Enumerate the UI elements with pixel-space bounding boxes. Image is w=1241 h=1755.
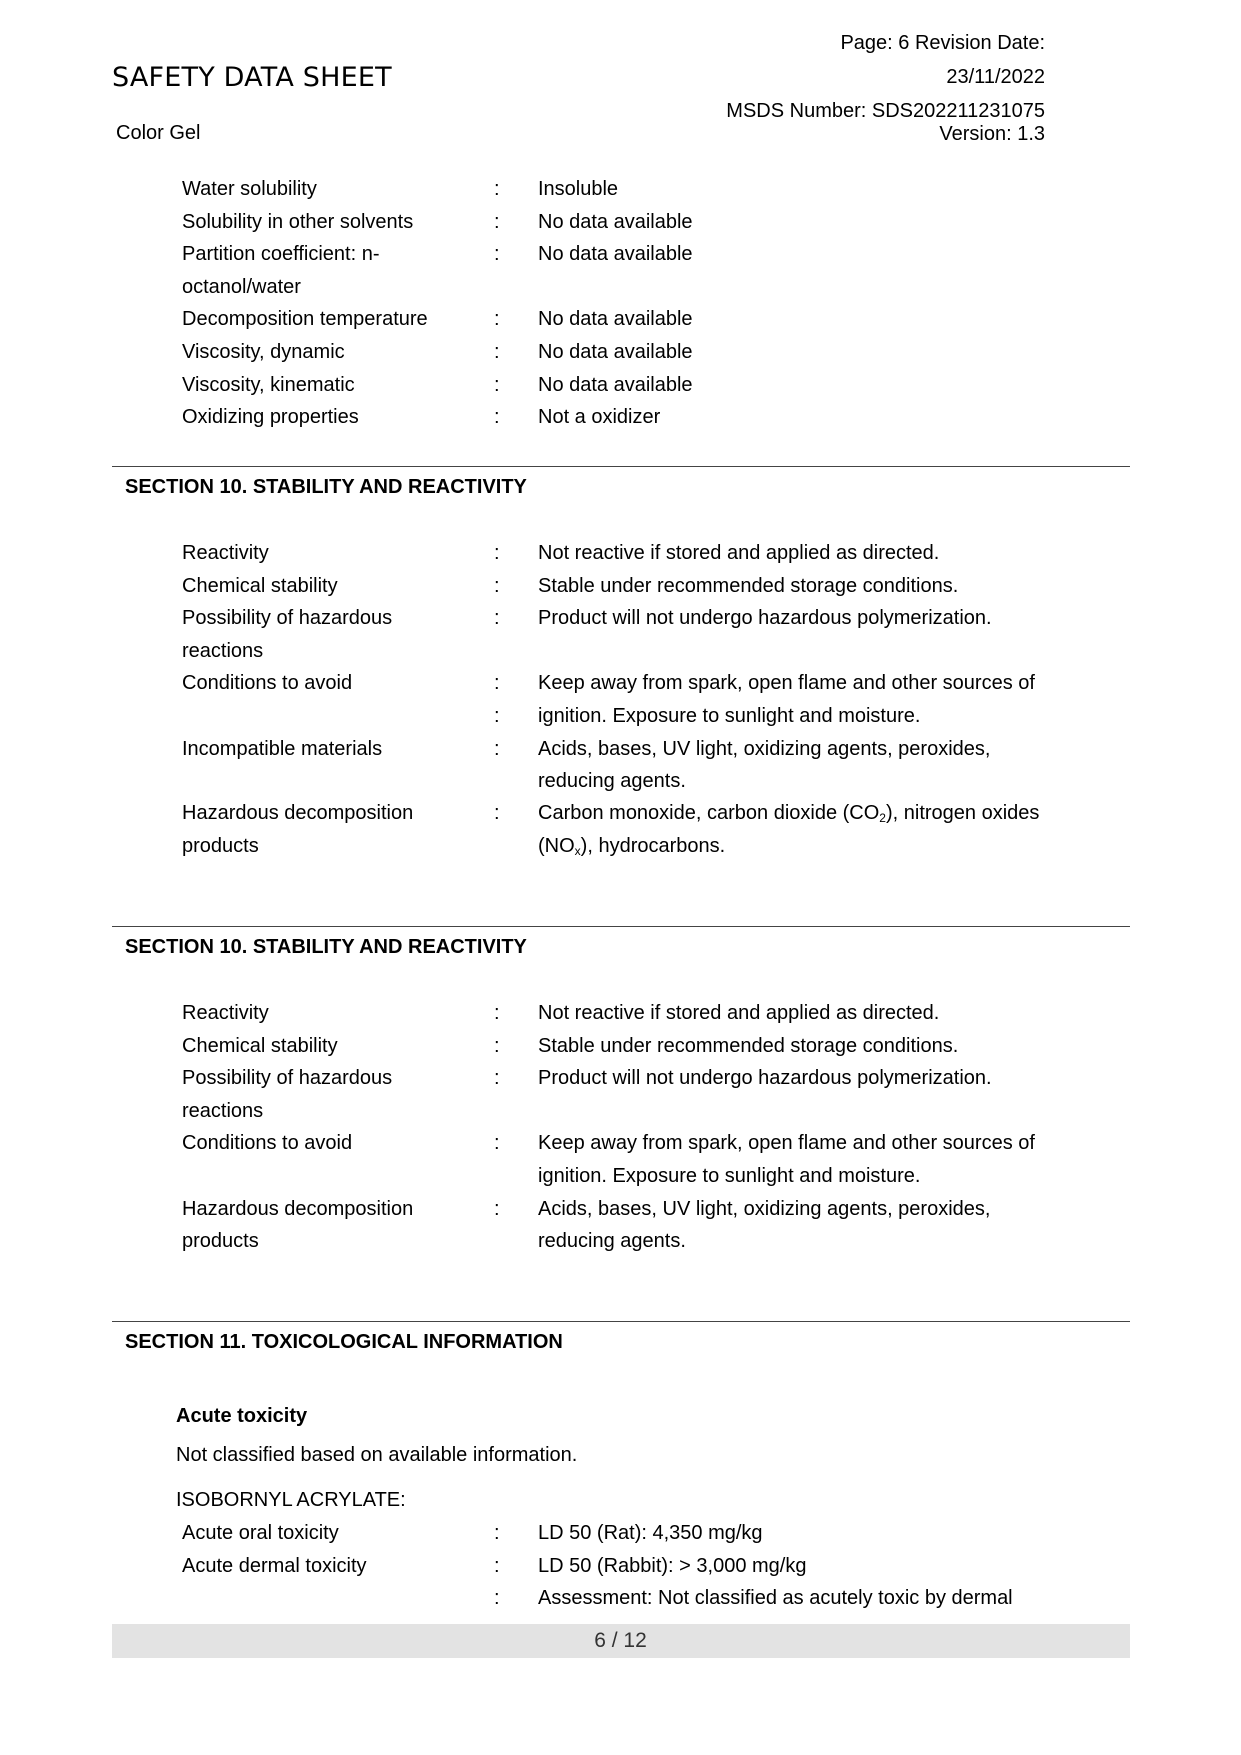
row-label: Incompatible materials bbox=[182, 737, 383, 760]
row-colon: : bbox=[494, 373, 500, 396]
section-10-title: SECTION 10. STABILITY AND REACTIVITY bbox=[125, 936, 527, 958]
row-label: reactions bbox=[182, 1099, 264, 1122]
row-value: Stable under recommended storage conditions. bbox=[538, 574, 959, 597]
row-label: Hazardous decomposition bbox=[182, 1197, 414, 1220]
row-label: Acute oral toxicity bbox=[182, 1522, 339, 1544]
row-value: Assessment: Not classified as acutely toxic by dermal bbox=[538, 1587, 1013, 1610]
row-value: Product will not undergo hazardous polymerization. bbox=[538, 607, 992, 630]
section-10-title: SECTION 10. STABILITY AND REACTIVITY bbox=[125, 476, 527, 498]
row-label: Reactivity bbox=[182, 542, 269, 564]
msds-number: MSDS Number: SDS202211231075 bbox=[726, 100, 1045, 122]
row-value: Product will not undergo hazardous polymerization. bbox=[538, 1067, 992, 1090]
row-label: Decomposition temperature bbox=[182, 308, 428, 331]
row-value: ignition. Exposure to sunlight and moisture. bbox=[538, 704, 921, 727]
row-colon: : bbox=[494, 607, 500, 630]
row-colon: : bbox=[494, 1132, 500, 1155]
row-colon: : bbox=[494, 737, 500, 760]
page-indicator: 6 / 12 bbox=[594, 1629, 647, 1652]
row-label: Acute dermal toxicity bbox=[182, 1554, 367, 1577]
version: Version: 1.3 bbox=[939, 123, 1045, 145]
row-label: Oxidizing properties bbox=[182, 406, 359, 429]
row-value: LD 50 (Rat): 4,350 mg/kg bbox=[538, 1522, 763, 1544]
row-colon: : bbox=[494, 406, 500, 429]
section-divider bbox=[112, 1321, 1130, 1322]
row-value: Acids, bases, UV light, oxidizing agents, peroxides, bbox=[538, 737, 991, 760]
acute-toxicity-heading: Acute toxicity bbox=[176, 1405, 308, 1427]
revision-date: 23/11/2022 bbox=[946, 66, 1045, 88]
row-value: $(NO_x)$, hydrocarbons. bbox=[538, 834, 726, 858]
row-colon: : bbox=[494, 574, 500, 597]
row-value: No data available bbox=[538, 308, 693, 331]
row-value: Not reactive if stored and applied as directed. bbox=[538, 1002, 940, 1024]
row-colon: : bbox=[494, 1002, 500, 1024]
row-value: Acids, bases, UV light, oxidizing agents, peroxides, bbox=[538, 1197, 991, 1220]
row-value: No data available bbox=[538, 341, 693, 363]
row-value: LD 50 (Rabbit): > 3,000 mg/kg bbox=[538, 1554, 807, 1577]
row-colon: : bbox=[494, 178, 500, 200]
row-label: Viscosity, kinematic bbox=[182, 373, 355, 396]
row-colon: : bbox=[494, 802, 500, 824]
row-colon: : bbox=[494, 1034, 500, 1057]
row-label: Hazardous decomposition bbox=[182, 802, 414, 824]
row-colon: : bbox=[494, 542, 500, 564]
row-value: Not a oxidizer bbox=[538, 406, 661, 429]
row-colon: : bbox=[494, 1197, 500, 1220]
row-value: Keep away from spark, open flame and other sources of bbox=[538, 672, 1035, 695]
row-value: reducing agents. bbox=[538, 770, 686, 793]
product-name: Color Gel bbox=[116, 122, 201, 144]
section-11-title: SECTION 11. TOXICOLOGICAL INFORMATION bbox=[125, 1331, 563, 1353]
row-value: Not reactive if stored and applied as directed. bbox=[538, 542, 940, 564]
row-label: reactions bbox=[182, 639, 264, 662]
page-revision-label: Page: 6 Revision Date: bbox=[840, 32, 1045, 54]
row-label: Conditions to avoid bbox=[182, 1132, 353, 1155]
row-label: Viscosity, dynamic bbox=[182, 341, 345, 363]
row-label: Possibility of hazardous bbox=[182, 1067, 393, 1090]
row-value: Keep away from spark, open flame and other sources of bbox=[538, 1132, 1035, 1155]
row-colon: : bbox=[494, 210, 500, 233]
row-value: ignition. Exposure to sunlight and moisture. bbox=[538, 1164, 921, 1187]
row-colon: : bbox=[494, 243, 500, 266]
document-title: SAFETY DATA SHEET bbox=[112, 62, 392, 93]
row-label: Reactivity bbox=[182, 1002, 269, 1024]
row-colon: : bbox=[494, 1522, 500, 1544]
row-label: Partition coefficient: n- bbox=[182, 243, 380, 266]
row-value: No data available bbox=[538, 210, 693, 233]
acute-toxicity-note: Not classified based on available information. bbox=[176, 1444, 578, 1466]
substance-name: ISOBORNYL ACRYLATE: bbox=[176, 1489, 406, 1511]
row-label: products bbox=[182, 1230, 259, 1253]
row-label: Solubility in other solvents bbox=[182, 210, 414, 233]
row-colon: : bbox=[494, 1587, 500, 1610]
row-label bbox=[182, 1582, 482, 1615]
row-colon: : bbox=[494, 672, 500, 695]
row-colon: : bbox=[494, 1067, 500, 1090]
row-value: reducing agents. bbox=[538, 1230, 686, 1253]
row-colon: : bbox=[494, 341, 500, 363]
row-value: No data available bbox=[538, 243, 693, 266]
row-label: octanol/water bbox=[182, 275, 301, 298]
row-label: Water solubility bbox=[182, 178, 317, 200]
row-label: Possibility of hazardous bbox=[182, 607, 393, 630]
row-colon: : bbox=[494, 704, 500, 727]
row-colon: : bbox=[494, 308, 500, 331]
section-divider bbox=[112, 926, 1130, 927]
section-divider bbox=[112, 466, 1130, 467]
row-value: Insoluble bbox=[538, 178, 619, 200]
row-value: Stable under recommended storage conditions. bbox=[538, 1034, 959, 1057]
row-label: Conditions to avoid bbox=[182, 672, 353, 695]
row-label: Chemical stability bbox=[182, 1034, 338, 1057]
row-colon: : bbox=[494, 1554, 500, 1577]
row-value: No data available bbox=[538, 373, 693, 396]
row-value: Carbon monoxide, carbon dioxide $(CO_2)$, nitrogen oxides bbox=[538, 802, 1040, 825]
row-label: products bbox=[182, 834, 259, 857]
row-label: Chemical stability bbox=[182, 574, 338, 597]
